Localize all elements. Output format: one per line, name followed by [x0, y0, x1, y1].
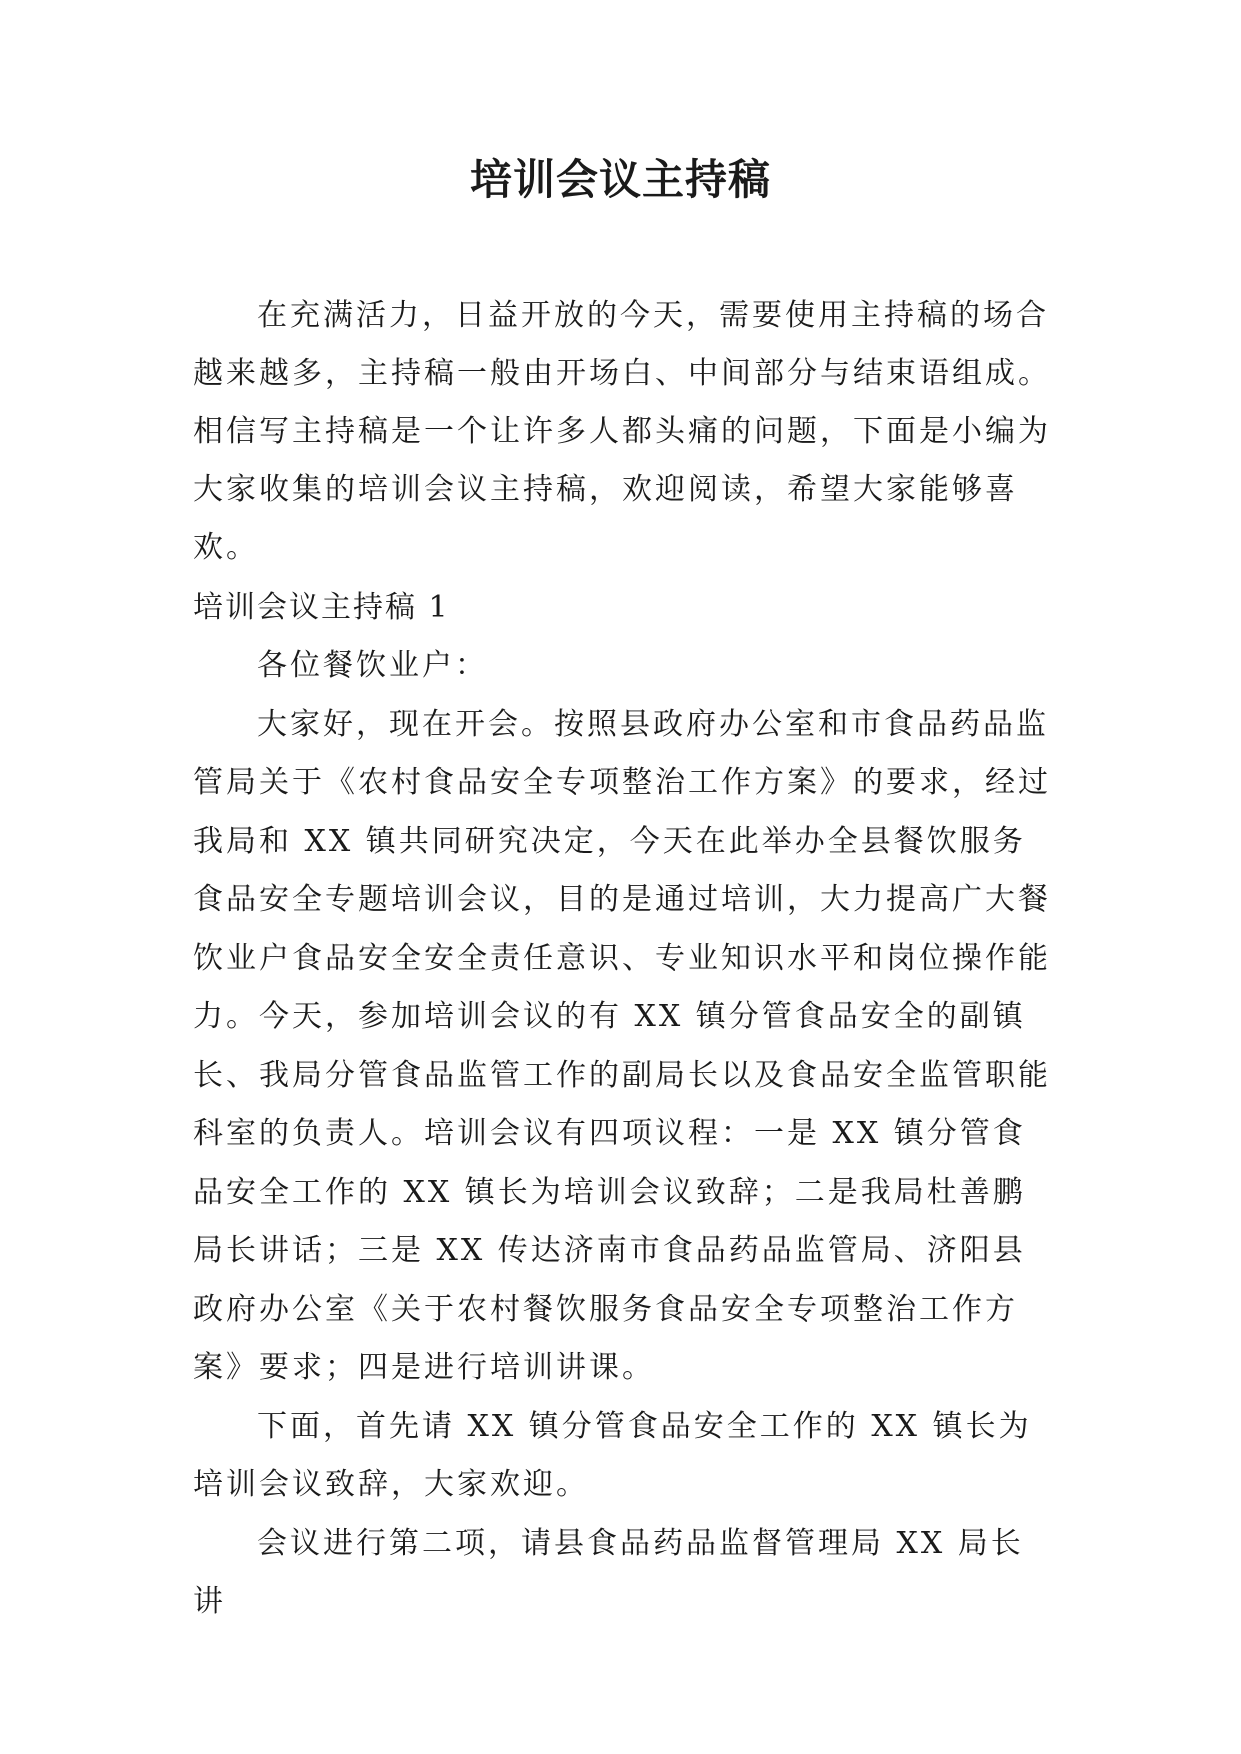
document-title: 培训会议主持稿 — [469, 155, 771, 204]
body-paragraph: 会议进行第二项，请县食品药品监督管理局 XX 局长讲 — [193, 1525, 1024, 1619]
body-paragraph: 下面，首先请 XX 镇分管食品安全工作的 XX 镇长为培训会议致辞，大家欢迎。 — [193, 1408, 1032, 1502]
salutation-paragraph: 各位餐饮业户： — [257, 648, 488, 683]
body-paragraph: 大家好，现在开会。按照县政府办公室和市食品药品监管局关于《农村食品安全专项整治工作方案》的要求，经过我局和 XX 镇共同研究决定，今天在此举办全县餐饮服务食品安全专题培训会议，目的是通过培训，大力提高广大餐饮业户食品安全安全责任意识、专业知识水平和岗位操作能力。今天，参加培训会议的有 XX 镇分管食品安全的副镇长、我局分管食品监管工作的副局长以及食品安全监管职能科室的负责人。培训会议有四项议程：一是 XX 镇分管食品安全工作的 XX 镇长为培训会议致辞；二是我局杜善鹏局长讲话；三是 XX 传达济南市食品药品监管局、济阳县政府办公室《关于农村餐饮服务食品安全专项整治工作方案》要求；四是进行培训讲课。 — [193, 706, 1051, 1385]
document-body — [193, 637, 1053, 1632]
intro-paragraph: 在充满活力，日益开放的今天，需要使用主持稿的场合越来越多，主持稿一般由开场白、中间部分与结束语组成。相信写主持稿是一个让许多人都头痛的问题，下面是小编为大家收集的培训会议主持稿，欢迎阅读，希望大家能够喜欢。 — [193, 298, 1051, 565]
section-heading: 培训会议主持稿 1 — [193, 590, 450, 625]
